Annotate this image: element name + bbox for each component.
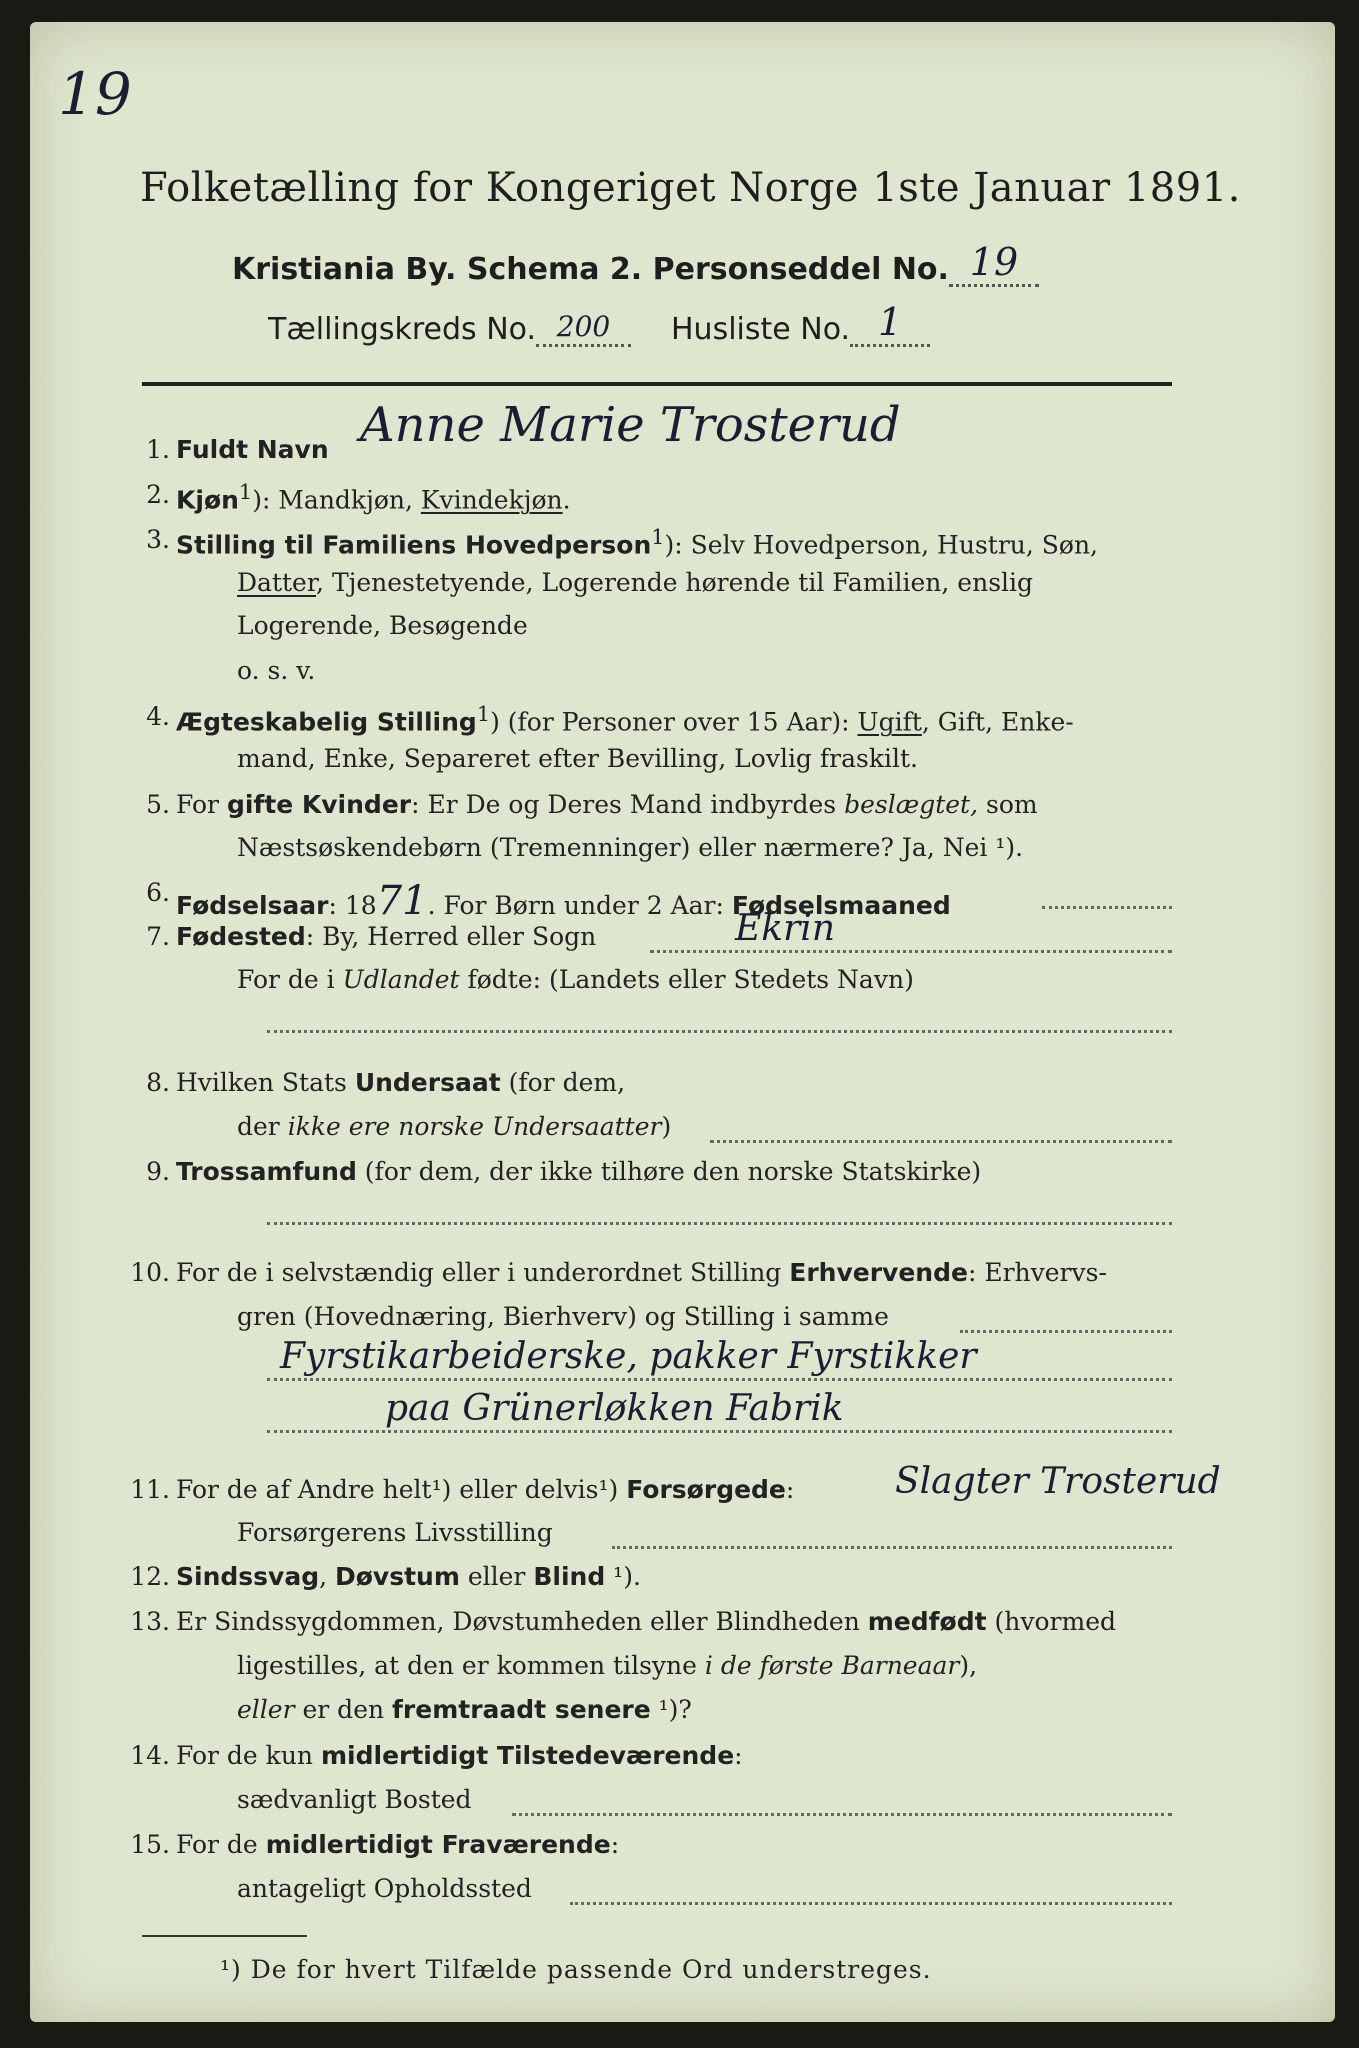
usual-residence-field	[512, 1813, 1172, 1816]
item-text-line2: antageligt Opholdssted	[237, 1874, 532, 1903]
item-label: Fuldt Navn	[176, 435, 329, 464]
personseddel-number-value: 19	[969, 240, 1019, 284]
item-text: Fødselsaar: 1871. For Børn under 2 Aar: Fødselsmaaned	[176, 878, 951, 924]
item-text-line1: For de kun midlertidigt Tilstedeværende:	[176, 1741, 743, 1770]
kreds-number-field	[536, 309, 631, 347]
item-text-line2: sædvanligt Bosted	[237, 1785, 472, 1814]
form-title: Folketælling for Kongeriget Norge 1ste Januar 1891.	[140, 165, 1241, 211]
whereabouts-field	[570, 1902, 1172, 1905]
item-number: 4.	[146, 702, 170, 731]
item-number: 1.	[146, 435, 170, 464]
occupation-field-3	[267, 1430, 1172, 1433]
item-number: 3.	[146, 525, 170, 554]
form-kreds-line	[268, 300, 930, 347]
item-number: 6.	[146, 878, 170, 907]
item-text-line2: For de i Udlandet fødte: (Landets eller Stedets Navn)	[237, 965, 914, 994]
item-text-line1: Ægteskabelig Stilling$^1$) (for Personer over 15 Aar): Ugift, Gift, Enke-	[176, 702, 1074, 737]
form-subtitle	[232, 240, 1039, 287]
item-text-line1: Stilling til Familiens Hovedperson$^1$): Selv Hovedperson, Hustru, Søn,	[176, 525, 1099, 560]
item-text-line2: Næstsøskendebørn (Tremenninger) eller nærmere? Ja, Nei ¹).	[237, 833, 1024, 862]
kreds-label: Tællingskreds No.	[268, 312, 536, 347]
personseddel-number-field	[949, 240, 1039, 287]
item-number: 5.	[146, 790, 170, 819]
item-text: Trossamfund (for dem, der ikke tilhøre den norske Statskirke)	[176, 1157, 982, 1186]
item-text-line2: Datter, Tjenestetyende, Logerende hørende til Familien, enslig	[237, 568, 1034, 597]
item-number: 7.	[146, 922, 170, 951]
item-text-line4: o. s. v.	[237, 656, 316, 685]
birth-year-value: 71	[376, 878, 428, 924]
item-number: 11.	[130, 1475, 170, 1504]
item-number: 14.	[130, 1741, 170, 1770]
occupation-value-line2: paa Grünerløkken Fabrik	[385, 1388, 844, 1429]
item-text-line2: der ikke ere norske Undersaatter)	[237, 1112, 672, 1141]
item-text-line3: eller er den fremtraadt senere ¹)?	[237, 1695, 692, 1724]
subtitle-text: Kristiania By. Schema 2. Personseddel No.	[232, 252, 949, 287]
husliste-number-value: 1	[877, 300, 903, 344]
supporter-occupation-field	[612, 1546, 1172, 1549]
footnote-divider	[142, 1935, 307, 1937]
birthplace-value: Ekrin	[735, 908, 836, 949]
item-text-line3: Logerende, Besøgende	[237, 611, 528, 640]
item-text: Kjøn$^1$): Mandkjøn, Kvindekjøn.	[176, 480, 571, 515]
underlined-choice: Kvindekjøn	[420, 485, 563, 515]
citizenship-field	[710, 1140, 1172, 1143]
item-text-line1: Er Sindssygdommen, Døvstumheden eller Blindheden medfødt (hvormed	[176, 1607, 1116, 1636]
footnote: ¹) De for hvert Tilfælde passende Ord understreges.	[220, 1955, 932, 1984]
item-text-line1: Hvilken Stats Undersaat (for dem,	[176, 1068, 626, 1097]
item-number: 10.	[130, 1258, 170, 1287]
item-text-line2: mand, Enke, Separeret efter Bevilling, Lovlig fraskilt.	[237, 744, 918, 773]
item-text-line2: Forsørgerens Livsstilling	[237, 1518, 553, 1547]
foreign-birthplace-field	[267, 1030, 1172, 1033]
item-text-line2: gren (Hovednæring, Bierhverv) og Stilling i samme	[237, 1302, 889, 1331]
item-text-line1: For de af Andre helt¹) eller delvis¹) Forsørgede:	[176, 1475, 795, 1504]
husliste-number-field	[850, 300, 930, 347]
item-text-line2: ligestilles, at den er kommen tilsyne i de første Barneaar),	[237, 1651, 978, 1680]
religion-field	[267, 1222, 1172, 1225]
item-number: 2.	[146, 480, 170, 509]
item-number: 15.	[130, 1830, 170, 1859]
full-name-value: Anne Marie Trosterud	[360, 397, 901, 453]
item-number: 9.	[146, 1157, 170, 1186]
item-text-line1: For de i selvstændig eller i underordnet Stilling Erhvervende: Erhvervs-	[176, 1258, 1107, 1287]
corner-page-number: 19	[58, 60, 132, 128]
birthplace-field	[650, 950, 1172, 953]
header-divider	[142, 382, 1172, 386]
occupation-field-2	[267, 1378, 1172, 1381]
kreds-number-value: 200	[556, 310, 611, 343]
husliste-label: Husliste No.	[671, 312, 851, 347]
birth-month-field	[1042, 906, 1172, 909]
underlined-choice: Datter	[237, 568, 317, 597]
supporter-value: Slagter Trosterud	[895, 1461, 1221, 1502]
item-number: 13.	[130, 1607, 170, 1636]
item-text-line1: Fødested: By, Herred eller Sogn	[176, 922, 597, 951]
item-number: 12.	[130, 1562, 170, 1591]
item-text-line1: For de midlertidigt Fraværende:	[176, 1830, 620, 1859]
item-number: 8.	[146, 1068, 170, 1097]
occupation-value-line1: Fyrstikarbeiderske, pakker Fyrstikker	[280, 1336, 977, 1377]
item-text-line1: For gifte Kvinder: Er De og Deres Mand indbyrdes beslægtet, som	[176, 790, 1038, 819]
item-text: Sindssvag, Døvstum eller Blind ¹).	[176, 1562, 641, 1591]
occupation-field-1	[960, 1330, 1172, 1333]
underlined-choice: Ugift	[857, 707, 922, 737]
